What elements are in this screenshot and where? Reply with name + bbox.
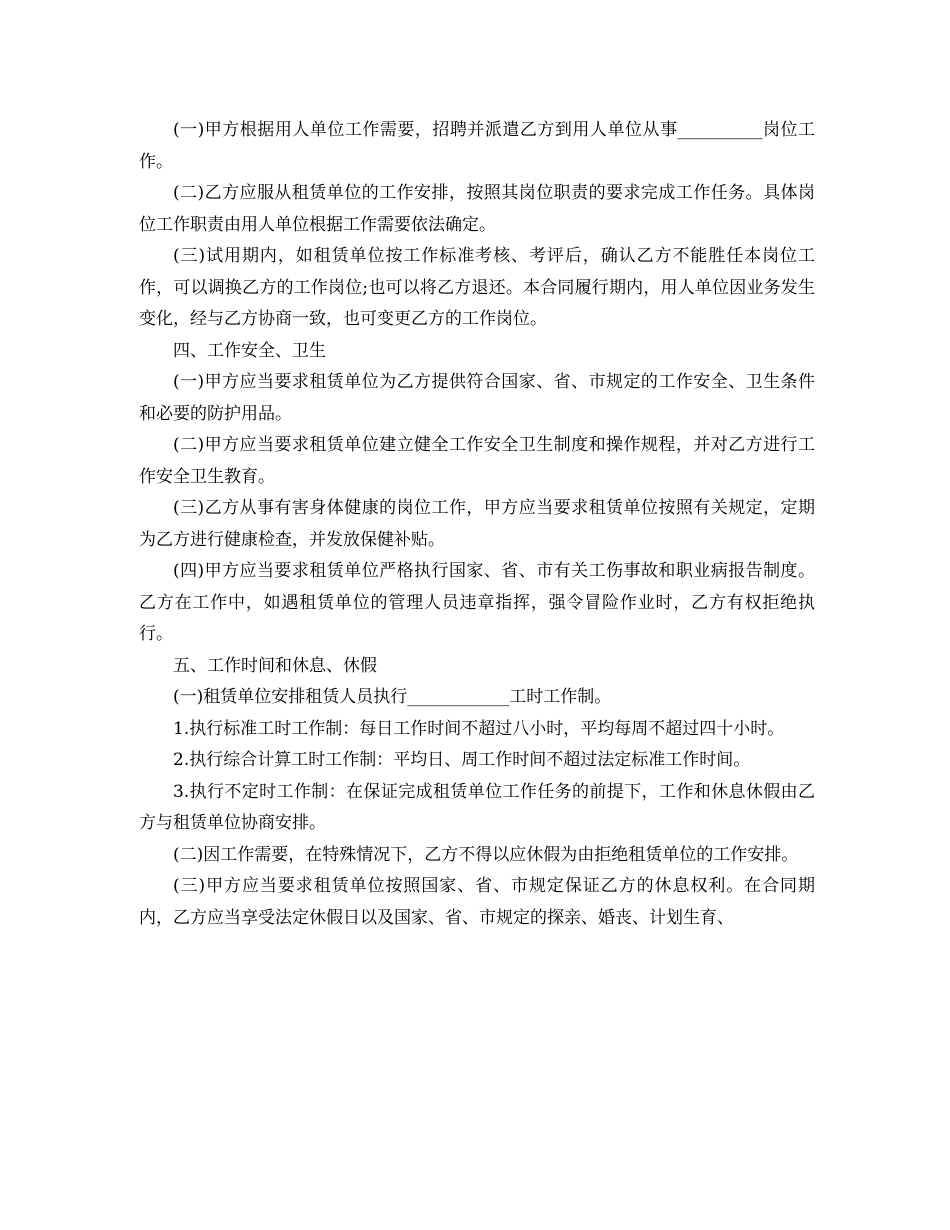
section-heading-working-hours: 五、工作时间和休息、休假 <box>173 655 377 676</box>
paragraph-health-check: (三)乙方从事有害身体健康的岗位工作，甲方应当要求租赁单位按照有关规定，定期为乙方进行健康检查，并发放保健补贴。 <box>139 498 815 550</box>
paragraph-probation: (三)试用期内，如租赁单位按工作标准考核、考评后，确认乙方不能胜任本岗位工作，可以调换乙方的工作岗位;也可以将乙方退还。本合同履行期内，用人单位因业务发生变化，经与乙方协商一致，也可变更乙方的工作岗位。 <box>139 246 815 329</box>
paragraph-safety-rules: (二)甲方应当要求租赁单位建立健全工作安全卫生制度和操作规程，并对乙方进行工作安全卫生教育。 <box>139 435 815 487</box>
paragraph-job-assignment: (一)甲方根据用人单位工作需要，招聘并派遣乙方到用人单位从事__________岗位工作。 <box>139 120 815 172</box>
paragraph-work-arrangement: (二)乙方应服从租赁单位的工作安排，按照其岗位职责的要求完成工作任务。具体岗位工作职责由用人单位根据工作需要依法确定。 <box>139 183 815 235</box>
paragraph-comprehensive-hours: 2.执行综合计算工时工作制：平均日、周工作时间不超过法定标准工作时间。 <box>173 750 751 770</box>
paragraph-hours-system: (一)租赁单位安排租赁人员执行____________工时工作制。 <box>173 687 612 707</box>
paragraph-injury-reporting: (四)甲方应当要求租赁单位严格执行国家、省、市有关工伤事故和职业病报告制度。乙方在工作中，如遇租赁单位的管理人员违章指挥，强令冒险作业时，乙方有权拒绝执行。 <box>139 561 815 644</box>
paragraph-special-circumstances: (二)因工作需要，在特殊情况下，乙方不得以应休假为由拒绝租赁单位的工作安排。 <box>173 844 799 865</box>
document-body <box>139 115 815 934</box>
paragraph-standard-hours: 1.执行标准工时工作制：每日工作时间不超过八小时，平均每周不超过四十小时。 <box>173 718 785 739</box>
paragraph-flexible-hours: 3.执行不定时工作制：在保证完成租赁单位工作任务的前提下，工作和休息休假由乙方与租赁单位协商安排。 <box>139 781 815 833</box>
paragraph-safety-conditions: (一)甲方应当要求租赁单位为乙方提供符合国家、省、市规定的工作安全、卫生条件和必要的防护用品。 <box>139 372 815 424</box>
section-heading-safety: 四、工作安全、卫生 <box>173 340 326 361</box>
paragraph-rest-rights: (三)甲方应当要求租赁单位按照国家、省、市规定保证乙方的休息权利。在合同期内，乙方应当享受法定休假日以及国家、省、市规定的探亲、婚丧、计划生育、 <box>139 876 815 928</box>
